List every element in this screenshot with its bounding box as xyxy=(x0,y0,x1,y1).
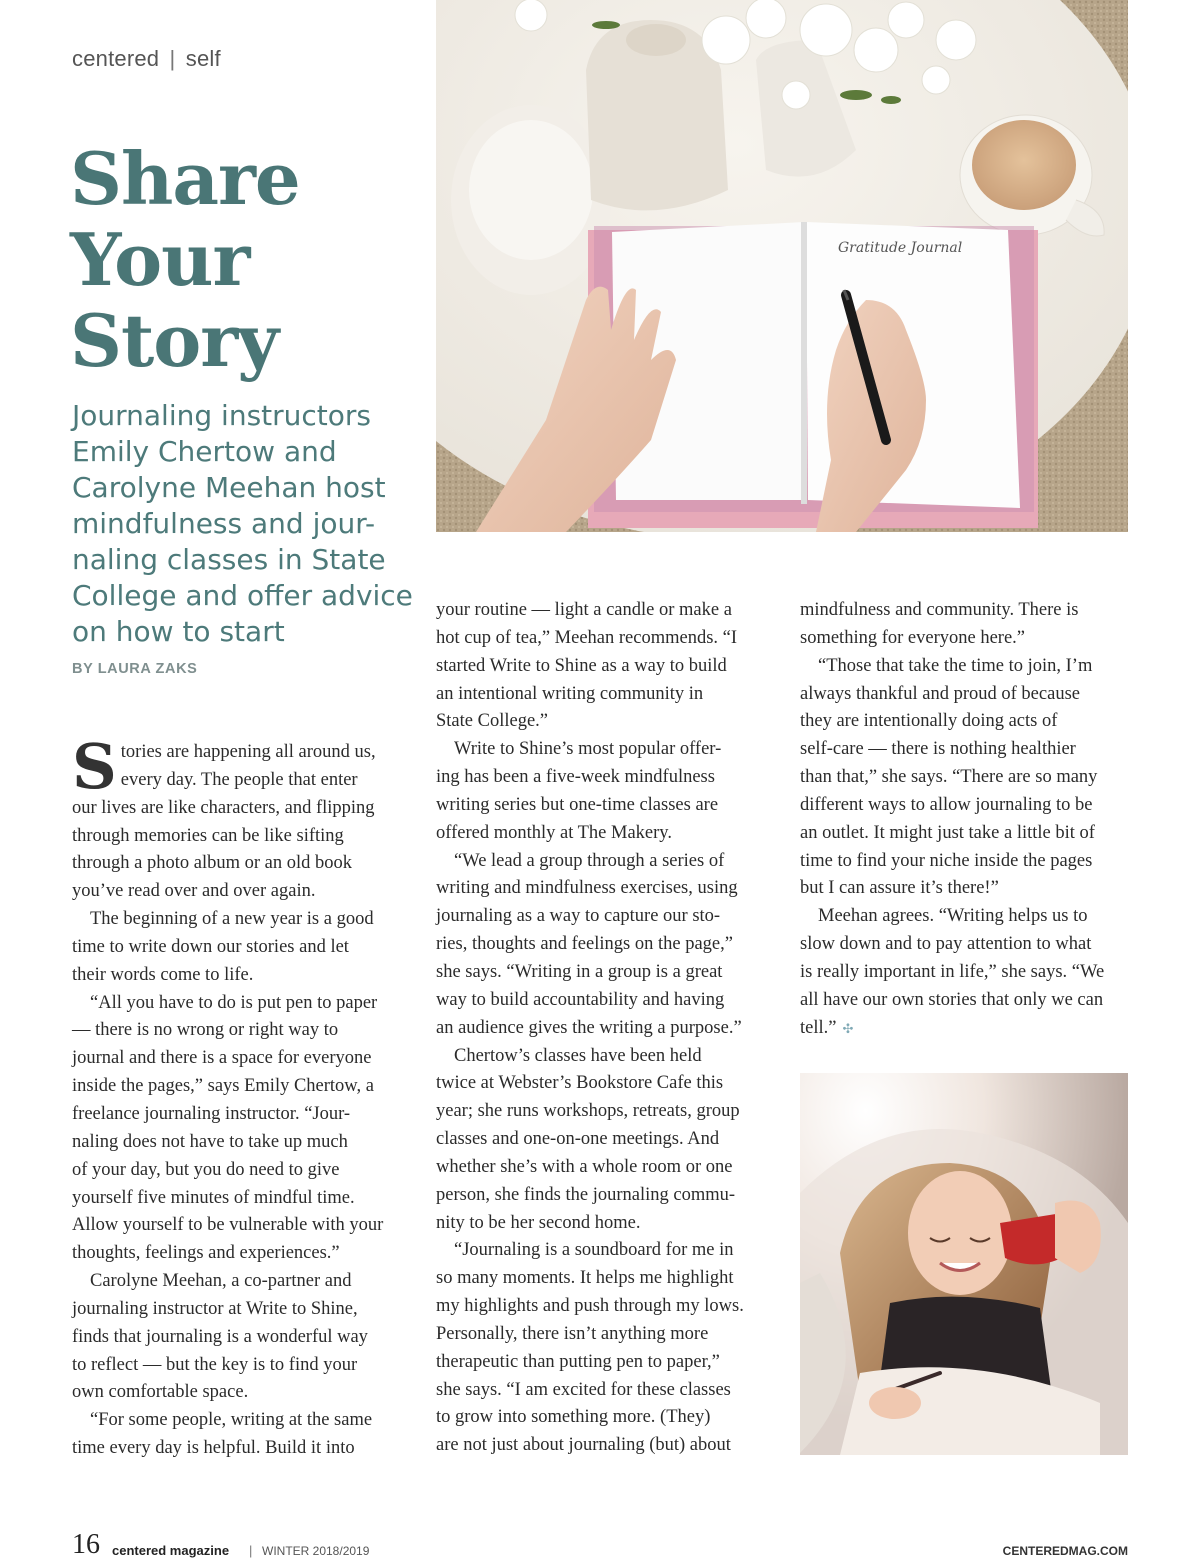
body-text-line xyxy=(72,1324,404,1352)
dek-line: College and offer advice xyxy=(72,579,413,612)
body-text: are not just about journaling (but) about xyxy=(436,1435,731,1456)
article-title xyxy=(70,138,410,381)
body-text: writing and mindfulness exercises, using xyxy=(436,878,738,899)
body-column-1 xyxy=(72,730,404,1463)
body-text-line xyxy=(72,1407,404,1435)
body-text: so many moments. It helps me highlight xyxy=(436,1268,734,1289)
body-text-line xyxy=(436,1182,766,1210)
body-text-line xyxy=(72,934,404,962)
body-column-2 xyxy=(436,597,766,1460)
body-text-line xyxy=(436,1098,766,1126)
body-text: to reflect — but the key is to find your xyxy=(72,1354,358,1375)
body-text: your routine — light a candle or make a xyxy=(436,600,732,620)
body-text-line xyxy=(72,795,404,823)
body-text-line xyxy=(436,1210,766,1238)
body-text: Meehan agrees. “Writing helps us to xyxy=(818,906,1088,927)
body-text-line xyxy=(436,792,766,820)
journal-photo-illustration xyxy=(436,0,1128,532)
body-text-line xyxy=(72,739,404,767)
body-text-line xyxy=(436,1237,766,1265)
body-text: their words come to life. xyxy=(72,964,254,985)
dek-line: on how to start xyxy=(72,615,285,648)
footer-website-link[interactable]: CENTEREDMAG.COM xyxy=(1002,1544,1128,1558)
dek-line: mindfulness and jour- xyxy=(72,507,376,540)
body-text-line xyxy=(436,1070,766,1098)
body-text: hot cup of tea,” Meehan recommends. “I xyxy=(436,627,738,648)
body-text-line xyxy=(436,1015,766,1043)
body-text-line xyxy=(800,681,1130,709)
body-text: The beginning of a new year is a good xyxy=(90,909,374,930)
body-text-line xyxy=(436,1293,766,1321)
body-column-3 xyxy=(800,597,1130,1043)
body-text-line xyxy=(800,903,1130,931)
body-text-line xyxy=(436,1321,766,1349)
body-text-line xyxy=(72,1017,404,1045)
body-text: is really important in life,” she says. “We xyxy=(800,961,1105,982)
body-text-line xyxy=(436,653,766,681)
body-text-line xyxy=(436,1377,766,1405)
body-text-line xyxy=(72,850,404,878)
body-text-line xyxy=(436,875,766,903)
body-text: writing series but one-time classes are xyxy=(436,794,719,815)
body-text-line xyxy=(72,1101,404,1129)
body-text: own comfortable space. xyxy=(72,1382,249,1403)
body-text-line xyxy=(72,990,404,1018)
body-text-line xyxy=(436,681,766,709)
body-text: Allow yourself to be vulnerable with your xyxy=(72,1215,384,1236)
body-text-line xyxy=(436,987,766,1015)
body-text: “We lead a group through a series of xyxy=(454,850,725,871)
body-text: our lives are like characters, and flipping xyxy=(72,797,375,818)
body-text-line xyxy=(800,848,1130,876)
page-number: 16 xyxy=(72,1529,100,1560)
body-text: year; she runs workshops, retreats, group xyxy=(436,1101,740,1122)
body-text: ries, thoughts and feelings on the page,” xyxy=(436,934,733,955)
body-text: slow down and to pay attention to what xyxy=(800,934,1092,955)
body-text-line xyxy=(436,931,766,959)
woman-journaling-illustration xyxy=(800,1073,1128,1455)
drop-cap: S xyxy=(72,730,117,803)
body-text: freelance journaling instructor. “Jour- xyxy=(72,1103,351,1124)
body-text: an intentional writing community in xyxy=(436,683,704,704)
body-text-line xyxy=(436,597,766,625)
section-kicker xyxy=(72,46,221,72)
subsection-name: self xyxy=(185,46,221,71)
body-text: journal and there is a space for everyone xyxy=(72,1048,372,1069)
body-text-line xyxy=(800,653,1130,681)
title-line: Share xyxy=(70,136,300,221)
body-text-line xyxy=(72,1129,404,1157)
byline: BY LAURA ZAKS xyxy=(72,661,198,677)
body-text: — there is no wrong or right way to xyxy=(72,1020,339,1041)
body-text-line xyxy=(72,1157,404,1185)
body-text: time to write down our stories and let xyxy=(72,936,349,957)
body-text-line xyxy=(800,764,1130,792)
body-text-line xyxy=(72,1185,404,1213)
body-text: inside the pages,” says Emily Chertow, a xyxy=(72,1076,374,1097)
body-text: journaling as a way to capture our sto- xyxy=(436,906,721,927)
body-text-line xyxy=(436,820,766,848)
body-text-line xyxy=(72,878,404,906)
body-text: ing has been a five-week mindfulness xyxy=(436,767,715,788)
body-text: you’ve read over and over again. xyxy=(72,881,316,902)
body-text-line xyxy=(436,903,766,931)
body-text-line xyxy=(436,764,766,792)
body-text: they are intentionally doing acts of xyxy=(800,711,1058,732)
body-text-line xyxy=(800,597,1130,625)
body-text: always thankful and proud of because xyxy=(800,683,1080,704)
body-text: of your day, but you do need to give xyxy=(72,1159,340,1180)
body-text-line xyxy=(800,736,1130,764)
body-text: journaling instructor at Write to Shine, xyxy=(72,1298,358,1319)
body-text: all have our own stories that only we can xyxy=(800,989,1104,1010)
body-text-line xyxy=(72,1045,404,1073)
body-text: tell.” xyxy=(800,1017,837,1038)
body-text-line xyxy=(800,987,1130,1015)
body-text: an audience gives the writing a purpose.” xyxy=(436,1017,742,1038)
body-text: self-care — there is nothing healthier xyxy=(800,739,1076,760)
body-text-line xyxy=(800,625,1130,653)
body-text: time to find your niche inside the pages xyxy=(800,850,1093,871)
body-text: Chertow’s classes have been held xyxy=(454,1045,702,1066)
dek-line: naling classes in State xyxy=(72,543,386,576)
kicker-separator: | xyxy=(169,46,176,71)
body-text-line xyxy=(72,1296,404,1324)
dek-line: Journaling instructors xyxy=(72,399,371,432)
body-text-line xyxy=(800,931,1130,959)
body-text-line xyxy=(800,820,1130,848)
body-text: to grow into something more. (They) xyxy=(436,1407,711,1428)
body-text: different ways to allow journaling to be xyxy=(800,794,1093,815)
body-text: whether she’s with a whole room or one xyxy=(436,1156,733,1177)
body-text: yourself five minutes of mindful time. xyxy=(72,1187,355,1208)
footer-separator: | xyxy=(249,1543,253,1558)
body-text-line xyxy=(72,962,404,990)
body-text: mindfulness and community. There is xyxy=(800,600,1079,620)
body-text-line xyxy=(72,1379,404,1407)
body-text-line xyxy=(436,1404,766,1432)
body-text: she says. “I am excited for these classes xyxy=(436,1379,731,1400)
body-text-line xyxy=(800,875,1130,903)
body-text: “All you have to do is put pen to paper xyxy=(90,992,378,1013)
body-text: but I can assure it’s there!” xyxy=(800,878,999,899)
body-text-line xyxy=(72,1240,404,1268)
body-text-line xyxy=(72,1212,404,1240)
article-dek xyxy=(72,398,412,650)
journal-heading-text: Gratitude Journal xyxy=(838,240,963,256)
body-text: Carolyne Meehan, a co-partner and xyxy=(90,1271,352,1292)
footer-issue: WINTER 2018/2019 xyxy=(262,1544,370,1558)
body-text-line xyxy=(436,1265,766,1293)
title-line: Your xyxy=(70,217,250,302)
body-text: naling does not have to take up much xyxy=(72,1131,348,1152)
body-text: person, she finds the journaling commu- xyxy=(436,1184,736,1205)
body-text-line xyxy=(72,823,404,851)
body-text: State College.” xyxy=(436,711,548,732)
body-text-line xyxy=(800,959,1130,987)
body-text: through memories can be like sifting xyxy=(72,825,344,846)
dek-line: Emily Chertow and xyxy=(72,435,337,468)
body-text-line xyxy=(72,1268,404,1296)
body-text-line xyxy=(72,1435,404,1463)
body-text-line xyxy=(436,1154,766,1182)
body-text: Write to Shine’s most popular offer- xyxy=(454,739,722,760)
body-text: through a photo album or an old book xyxy=(72,853,353,874)
body-text: every day. The people that enter xyxy=(120,769,358,790)
body-text: “For some people, writing at the same xyxy=(90,1410,373,1431)
body-text: classes and one-on-one meetings. And xyxy=(436,1129,720,1150)
body-text: started Write to Shine as a way to build xyxy=(436,655,727,676)
body-text: “Those that take the time to join, I’m xyxy=(818,655,1093,676)
section-name: centered xyxy=(72,46,160,71)
body-text: nity to be her second home. xyxy=(436,1212,641,1233)
body-text: therapeutic than putting pen to paper,” xyxy=(436,1351,720,1372)
body-text-line xyxy=(436,1349,766,1377)
body-text: an outlet. It might just take a little bit of xyxy=(800,822,1095,843)
body-text: twice at Webster’s Bookstore Cafe this xyxy=(436,1073,724,1094)
body-text: finds that journaling is a wonderful way xyxy=(72,1326,368,1347)
body-text: thoughts, feelings and experiences.” xyxy=(72,1243,340,1264)
body-text-line xyxy=(436,736,766,764)
body-text: way to build accountability and having xyxy=(436,989,725,1010)
body-text: Personally, there isn’t anything more xyxy=(436,1323,709,1344)
body-text-line xyxy=(72,1352,404,1380)
body-text-line xyxy=(436,1043,766,1071)
body-text-line xyxy=(72,906,404,934)
woman-journaling-photo xyxy=(800,1073,1128,1455)
body-text-line xyxy=(436,708,766,736)
journal-photo xyxy=(436,0,1128,532)
end-mark-icon: ✣ xyxy=(842,1020,854,1036)
body-text: time every day is helpful. Build it into xyxy=(72,1438,355,1459)
body-text-line xyxy=(800,792,1130,820)
body-text-line xyxy=(436,1126,766,1154)
body-text: offered monthly at The Makery. xyxy=(436,822,672,843)
body-text-line xyxy=(800,708,1130,736)
body-text-line xyxy=(436,625,766,653)
body-text-line xyxy=(436,848,766,876)
body-text-line xyxy=(72,1073,404,1101)
title-line: Story xyxy=(70,298,279,383)
dek-line: Carolyne Meehan host xyxy=(72,471,386,504)
body-text: something for everyone here.” xyxy=(800,627,1025,648)
body-text-line xyxy=(800,1015,1130,1043)
body-text: she says. “Writing in a group is a great xyxy=(436,961,723,982)
body-text-line xyxy=(436,1432,766,1460)
body-text-line xyxy=(436,959,766,987)
body-text-line xyxy=(72,767,404,795)
footer-magazine-name: centered magazine xyxy=(112,1543,230,1558)
body-text: than that,” she says. “There are so many xyxy=(800,767,1098,788)
body-text: my highlights and push through my lows. xyxy=(436,1296,744,1317)
body-text: tories are happening all around us, xyxy=(120,742,376,762)
body-text: “Journaling is a soundboard for me in xyxy=(454,1240,734,1261)
